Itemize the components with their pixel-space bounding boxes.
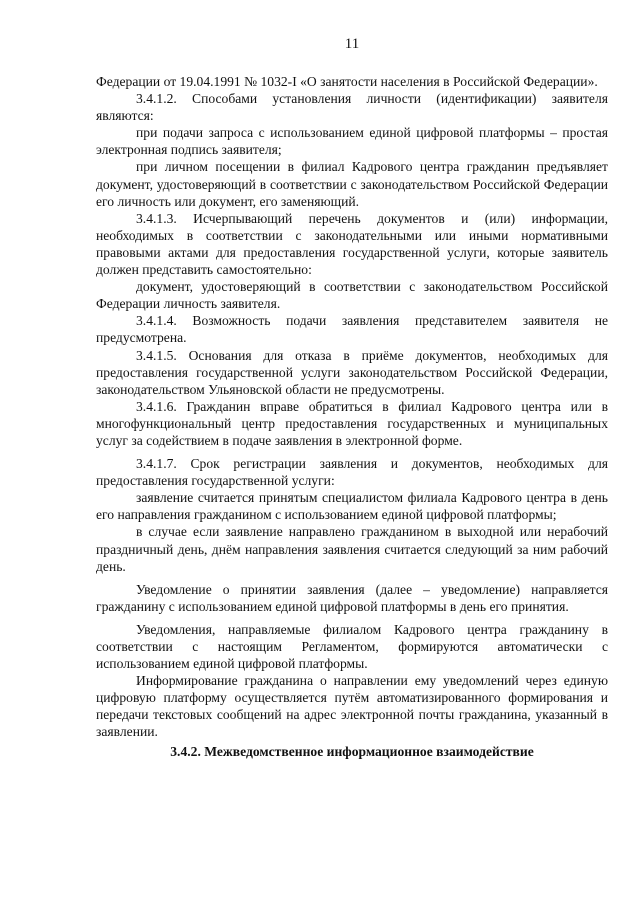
page-number: 11 bbox=[344, 36, 360, 52]
paragraph-13: Уведомление о принятии заявления (далее – уведомление) направляется гражданину с использованием единой цифровой платформы в день его принятия. bbox=[96, 581, 608, 614]
section-heading: 3.4.2. Межведомственное информационное взаимодействие bbox=[170, 743, 534, 759]
paragraph-9: 3.4.1.6. Гражданин вправе обратиться в филиал Кадрового центра или в многофункциональный центр предоставления государственных и муниципальных услуг за содействием в подаче заявления в электронной форме. bbox=[96, 398, 608, 448]
paragraph-5: 3.4.1.3. Исчерпывающий перечень документов и (или) информации, необходимых в соответствии с законодательными или иными нормативными правовыми актами для предоставления государственной услуги, которые заявитель должен представить самостоятельно: bbox=[96, 210, 608, 278]
document-body bbox=[96, 73, 608, 760]
paragraph-15: Информирование гражданина о направлении ему уведомлений через единую цифровую платформу осуществляется путём автоматизированного формирования и передачи текстовых сообщений на адрес электронной почты гражданина, указанный в заявлении. bbox=[96, 673, 608, 740]
paragraph-6: документ, удостоверяющий в соответствии с законодательством Российской Федерации личность заявителя. bbox=[96, 279, 608, 312]
paragraph-14: Уведомления, направляемые филиалом Кадрового центра гражданину в соответствии с настоящим Регламентом, формируются автоматически с использованием единой цифровой платформы. bbox=[96, 621, 608, 672]
paragraph-4: при личном посещении в филиал Кадрового центра гражданин предъявляет документ, удостоверяющий в соответствии с законодательством Российской Федерации его личность или документ, его заменяющий. bbox=[96, 159, 608, 209]
paragraph-10: 3.4.1.7. Срок регистрации заявления и документов, необходимых для предоставления государственной услуги: bbox=[96, 456, 608, 489]
paragraph-2: 3.4.1.2. Способами установления личности (идентификации) заявителя являются: bbox=[96, 91, 608, 124]
paragraph-11: заявление считается принятым специалистом филиала Кадрового центра в день его направления гражданином с использованием единой цифровой платформы; bbox=[96, 490, 608, 523]
paragraph-12: в случае если заявление направлено гражданином в выходной или нерабочий праздничный день, днём направления заявления считается следующий за ним рабочий день. bbox=[96, 524, 608, 574]
paragraph-7: 3.4.1.4. Возможность подачи заявления представителем заявителя не предусмотрена. bbox=[96, 313, 608, 346]
paragraph-1: Федерации от 19.04.1991 № 1032-I «О занятости населения в Российской Федерации». bbox=[96, 74, 598, 89]
paragraph-8: 3.4.1.5. Основания для отказа в приёме документов, необходимых для предоставления государственной услуги законодательством Российской Федерации, законодательством Ульяновской области не предусмотрены. bbox=[96, 347, 608, 397]
paragraph-3: при подачи запроса с использованием единой цифровой платформы – простая электронная подпись заявителя; bbox=[96, 125, 608, 158]
